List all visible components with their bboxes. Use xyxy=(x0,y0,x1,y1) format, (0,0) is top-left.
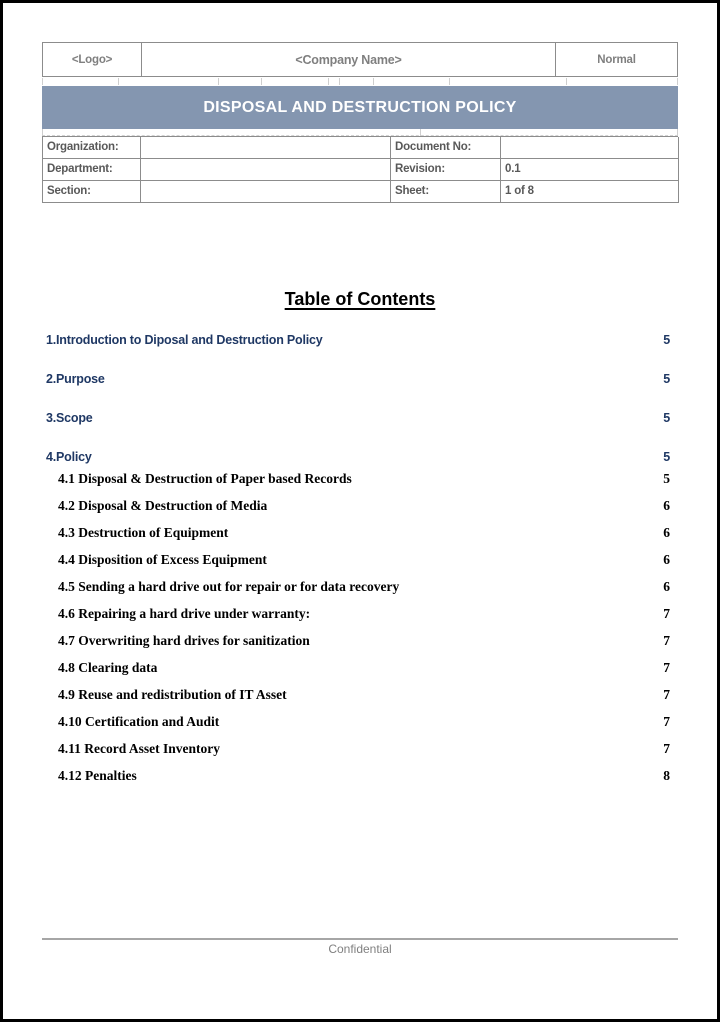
toc-entry-label: 4.4 Disposition of Excess Equipment xyxy=(58,552,267,567)
toc-entry[interactable] xyxy=(46,411,670,425)
toc-entry[interactable] xyxy=(46,687,670,701)
toc-entry[interactable] xyxy=(46,714,670,728)
toc-entry-page: 6 xyxy=(663,552,670,567)
info-value: 0.1 xyxy=(501,159,679,181)
toc-entry[interactable] xyxy=(46,633,670,647)
toc-entry-label: 4.5 Sending a hard drive out for repair or for data recovery xyxy=(58,579,400,594)
company-name-placeholder: <Company Name> xyxy=(295,52,402,67)
toc-entry[interactable] xyxy=(46,450,670,464)
info-value xyxy=(141,137,391,159)
toc-entry-page: 5 xyxy=(663,372,670,386)
info-label: Document No: xyxy=(391,137,501,159)
info-value: 1 of 8 xyxy=(501,181,679,203)
toc-entry-page: 5 xyxy=(663,333,670,347)
toc-entry-page: 8 xyxy=(663,768,670,783)
logo-placeholder: <Logo> xyxy=(71,53,113,66)
info-value xyxy=(141,159,391,181)
info-value xyxy=(501,137,679,159)
toc-entry[interactable] xyxy=(46,333,670,347)
toc-entry-page: 7 xyxy=(663,606,670,621)
toc-heading: Table of Contents xyxy=(284,289,436,309)
document-title-banner xyxy=(42,86,678,129)
table-gridline-ticks xyxy=(42,128,678,136)
toc-entry-label: 2.Purpose xyxy=(46,372,105,386)
toc-entry-label: 4.10 Certification and Audit xyxy=(58,714,220,729)
info-value xyxy=(141,181,391,203)
toc-entry-label: 4.11 Record Asset Inventory xyxy=(58,741,220,756)
info-label: Revision: xyxy=(391,159,501,181)
toc-entry-page: 6 xyxy=(663,579,670,594)
toc-entry-label: 4.2 Disposal & Destruction of Media xyxy=(58,498,268,513)
classification-cell xyxy=(556,42,678,77)
toc-entry-page: 7 xyxy=(663,741,670,756)
toc-entry[interactable] xyxy=(46,372,670,386)
table-gridline-ticks xyxy=(42,77,678,85)
document-info-table xyxy=(42,136,678,203)
toc-entry-label: 4.6 Repairing a hard drive under warranty: xyxy=(58,606,311,621)
info-label: Section: xyxy=(43,181,141,203)
toc-entry-label: 4.9 Reuse and redistribution of IT Asset xyxy=(58,687,287,702)
toc-entry-label: 4.7 Overwriting hard drives for sanitization xyxy=(58,633,310,648)
toc-entry-page: 5 xyxy=(663,471,670,486)
toc-entry[interactable] xyxy=(46,471,670,485)
classification-label: Normal xyxy=(597,53,636,66)
toc-entry[interactable] xyxy=(46,525,670,539)
info-label: Sheet: xyxy=(391,181,501,203)
table-of-contents xyxy=(46,333,670,795)
toc-entry[interactable] xyxy=(46,741,670,755)
toc-entry[interactable] xyxy=(46,606,670,620)
toc-entry-label: 4.1 Disposal & Destruction of Paper based Records xyxy=(58,471,352,486)
document-header-table xyxy=(42,42,678,77)
footer-divider xyxy=(42,938,678,940)
toc-entry-label: 1.Introduction to Diposal and Destruction Policy xyxy=(46,333,323,347)
toc-entry-page: 7 xyxy=(663,660,670,675)
toc-entry-page: 5 xyxy=(663,411,670,425)
toc-entry[interactable] xyxy=(46,660,670,674)
toc-entry[interactable] xyxy=(46,552,670,566)
toc-entry-label: 4.3 Destruction of Equipment xyxy=(58,525,229,540)
toc-entry-page: 7 xyxy=(663,687,670,702)
toc-entry-page: 6 xyxy=(663,498,670,513)
toc-entry-label: 4.8 Clearing data xyxy=(58,660,158,675)
toc-entry[interactable] xyxy=(46,579,670,593)
document-title: DISPOSAL AND DESTRUCTION POLICY xyxy=(203,98,517,116)
toc-entry[interactable] xyxy=(46,768,670,782)
company-name-cell xyxy=(142,42,556,77)
toc-entry-page: 7 xyxy=(663,633,670,648)
footer-confidential-label: Confidential xyxy=(328,942,392,956)
toc-entry-page: 5 xyxy=(663,450,670,464)
info-label: Organization: xyxy=(43,137,141,159)
toc-entry-label: 4.Policy xyxy=(46,450,92,464)
toc-entry-label: 3.Scope xyxy=(46,411,93,425)
toc-entry-page: 7 xyxy=(663,714,670,729)
info-label: Department: xyxy=(43,159,141,181)
logo-placeholder-cell xyxy=(42,42,142,77)
toc-entry-label: 4.12 Penalties xyxy=(58,768,137,783)
toc-entry-page: 6 xyxy=(663,525,670,540)
toc-entry[interactable] xyxy=(46,498,670,512)
